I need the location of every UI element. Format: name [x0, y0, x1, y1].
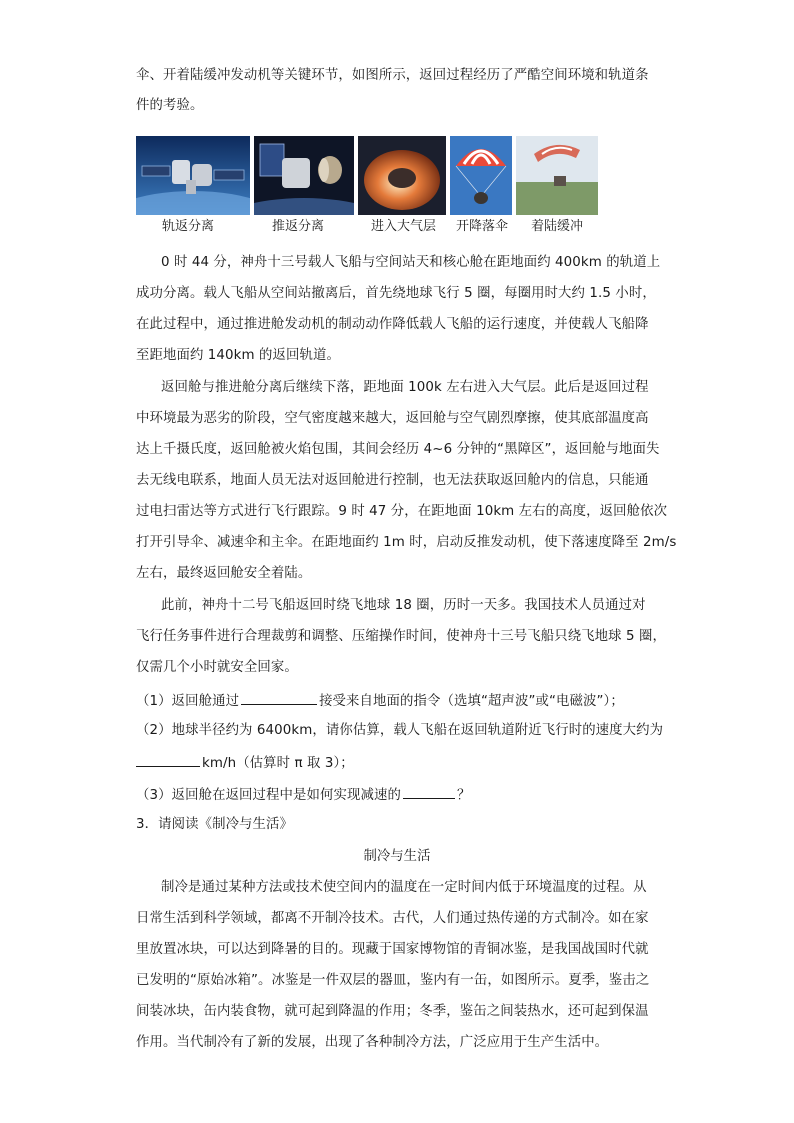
p3-line-1: 此前，神舟十二号飞船返回时绕飞地球 18 圈，历时一天多。我国技术人员通过对 — [161, 598, 646, 613]
section-3-title: 制冷与生活 — [363, 849, 431, 864]
section-3-heading: 3．请阅读《制冷与生活》 — [136, 817, 294, 832]
question-2-line-2 — [136, 752, 354, 774]
caption-landing: 着陆缓冲 — [531, 219, 584, 234]
question-3-suffix: ？ — [456, 788, 471, 803]
p2-line-4: 去无线电联系，地面人员无法对返回舱进行控制，也无法获取返回舱内的信息，只能通 — [136, 473, 649, 488]
section-3-line-4: 已发明的“原始冰箱”。冰鉴是一件双层的器皿，鉴内有一缶，如图所示。夏季，鉴击之 — [136, 973, 650, 988]
question-1 — [136, 690, 624, 712]
p1-line-1: 0 时 44 分，神舟十三号载人飞船与空间站天和核心舱在距地面约 400km 的轨道上 — [161, 255, 661, 270]
photo-entering-atmosphere — [358, 136, 446, 215]
question-2-blank[interactable] — [136, 752, 200, 767]
photo-landing — [516, 136, 598, 215]
p2-line-3: 达上千摄氏度，返回舱被火焰包围，其间会经历 4~6 分钟的“黑障区”，返回舱与地面失 — [136, 442, 660, 457]
photo-orbital-separation — [136, 136, 250, 215]
p3-line-2: 飞行任务事件进行合理裁剪和调整、压缩操作时间，使神舟十三号飞船只绕飞地球 5 圈， — [136, 629, 666, 644]
photo-parachute — [450, 136, 512, 215]
section-3-line-5: 间装冰块，缶内装食物，就可起到降温的作用；冬季，鉴缶之间装热水，还可起到保温 — [136, 1004, 649, 1019]
caption-entering-atmosphere: 进入大气层 — [371, 219, 437, 234]
p2-line-6: 打开引导伞、减速伞和主伞。在距地面约 1m 时，启动反推发动机，使下落速度降至 2m/s — [136, 535, 677, 550]
question-3 — [136, 784, 470, 806]
p1-line-2: 成功分离。载人飞船从空间站撤离后，首先绕地球飞行 5 圈，每圈用时大约 1.5 小时， — [136, 286, 656, 301]
p2-line-2: 中环境最为恶劣的阶段，空气密度越来越大，返回舱与空气剧烈摩擦，使其底部温度高 — [136, 411, 649, 426]
section-3-line-2: 日常生活到科学领域，都离不开制冷技术。古代，人们通过热传递的方式制冷。如在家 — [136, 911, 649, 926]
question-3-blank[interactable] — [403, 784, 455, 799]
intro-line-2: 件的考验。 — [136, 98, 204, 113]
question-1-prefix: （1）返回舱通过 — [136, 694, 240, 709]
caption-parachute: 开降落伞 — [456, 219, 509, 234]
caption-propulsion-separation: 推返分离 — [272, 219, 325, 234]
intro-line-1: 伞、开着陆缓冲发动机等关键环节，如图所示，返回过程经历了严酷空间环境和轨道条 — [136, 68, 649, 83]
section-3-line-3: 里放置冰块，可以达到降暑的目的。现藏于国家博物馆的青铜冰鉴，是我国战国时代就 — [136, 942, 649, 957]
question-2-line-1: （2）地球半径约为 6400km，请你估算，载人飞船在返回轨道附近飞行时的速度大约为 — [136, 723, 664, 738]
p3-line-3: 仅需几个小时就安全回家。 — [136, 660, 298, 675]
caption-orbital-separation: 轨返分离 — [162, 219, 215, 234]
question-2-suffix: km/h（估算时 π 取 3）； — [202, 756, 354, 771]
p1-line-3: 在此过程中，通过推进舱发动机的制动动作降低载人飞船的运行速度，并使载人飞船降 — [136, 317, 649, 332]
p2-line-1: 返回舱与推进舱分离后继续下落，距地面 100k 左右进入大气层。此后是返回过程 — [161, 380, 649, 395]
question-1-suffix: 接受来自地面的指令（选填“超声波”或“电磁波”）； — [319, 694, 624, 709]
section-3-line-6: 作用。当代制冷有了新的发展，出现了各种制冷方法，广泛应用于生产生活中。 — [136, 1035, 609, 1050]
photo-propulsion-separation — [254, 136, 354, 215]
p2-line-7: 左右，最终返回舱安全着陆。 — [136, 566, 312, 581]
p1-line-4: 至距地面约 140km 的返回轨道。 — [136, 348, 340, 363]
p2-line-5: 过电扫雷达等方式进行飞行跟踪。9 时 47 分，在距地面 10km 左右的高度，返回舱依次 — [136, 504, 668, 519]
section-3-line-1: 制冷是通过某种方法或技术使空间内的温度在一定时间内低于环境温度的过程。从 — [161, 880, 647, 895]
question-1-blank[interactable] — [241, 690, 317, 705]
question-3-prefix: （3）返回舱在返回过程中是如何实现减速的 — [136, 788, 401, 803]
